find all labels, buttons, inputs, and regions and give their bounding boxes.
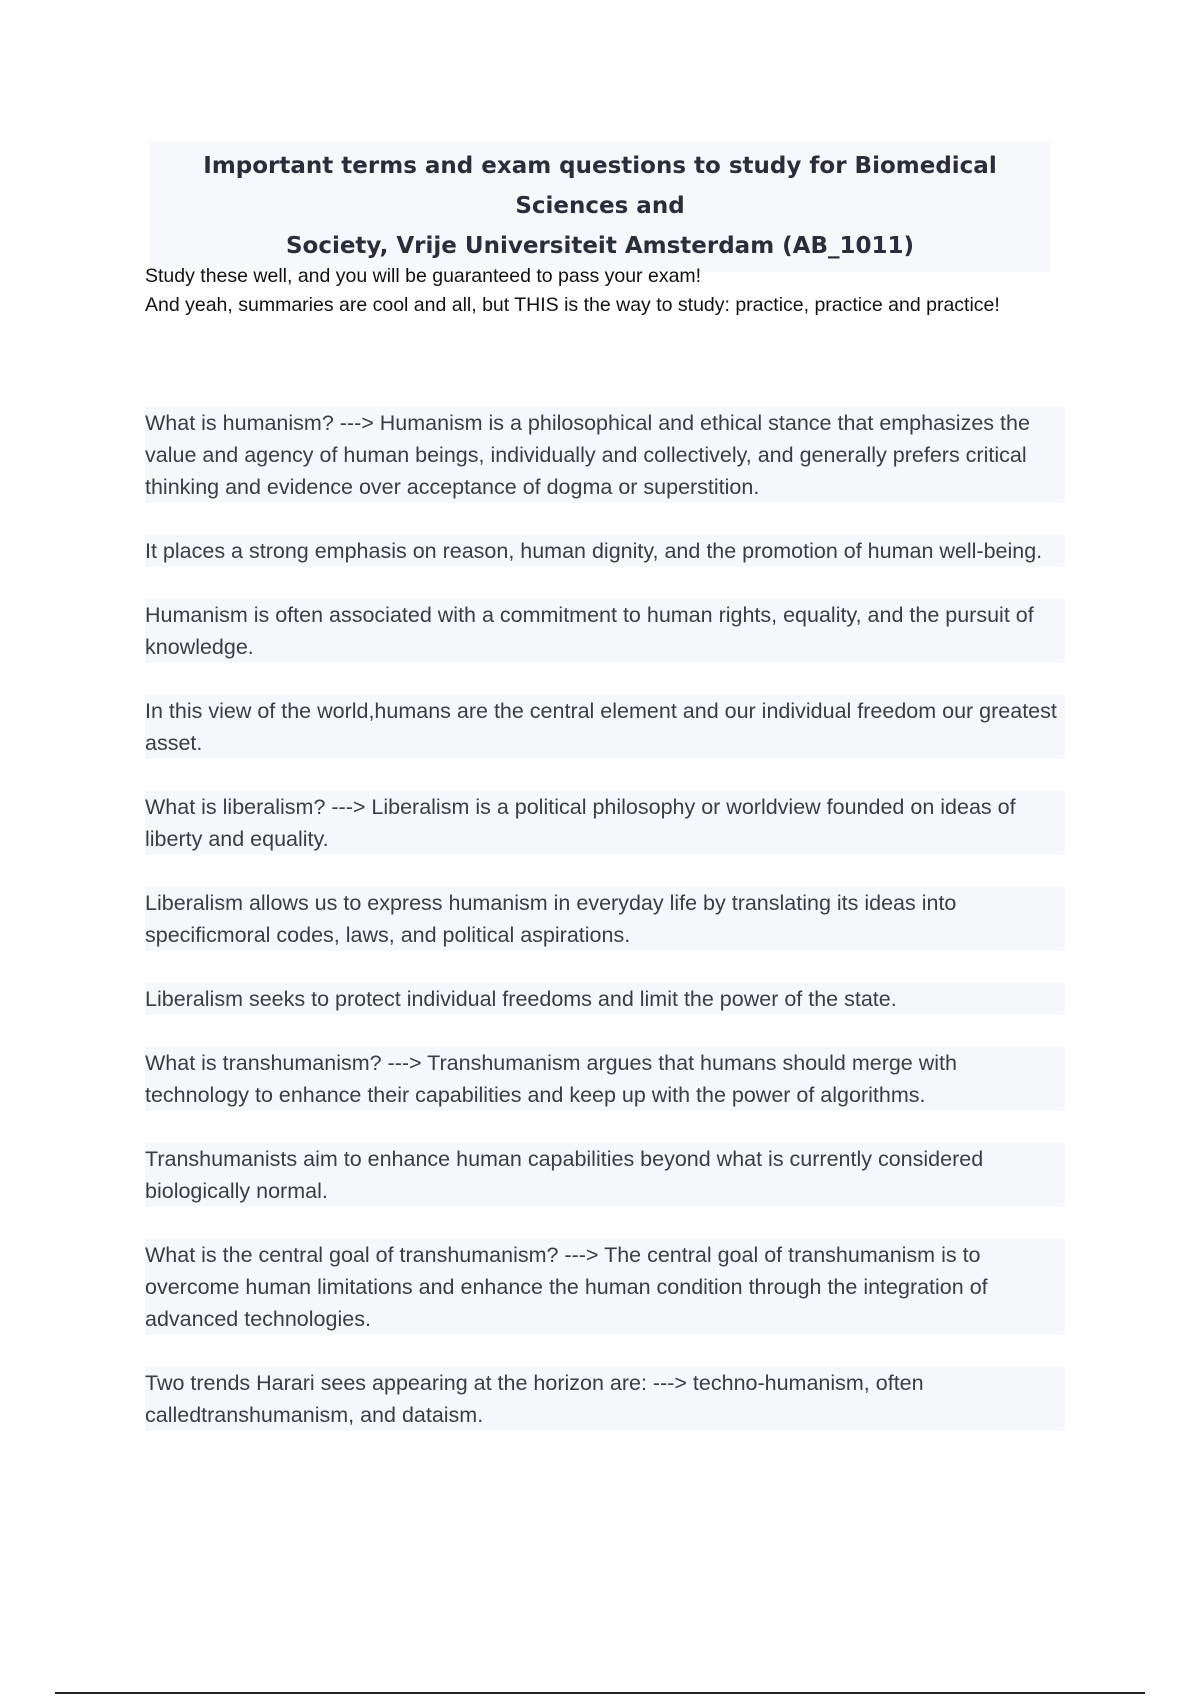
paragraph-humanism-rights: Humanism is often associated with a commitment to human rights, equality, and the pursuit of knowledge.: [145, 599, 1065, 663]
paragraph-transhumanism-capabilities: Transhumanists aim to enhance human capabilities beyond what is currently considered biologically normal.: [145, 1143, 1065, 1207]
paragraph-liberalism-expression: Liberalism allows us to express humanism in everyday life by translating its ideas into specificmoral codes, laws, and political aspirations.: [145, 887, 1065, 951]
study-content: [145, 407, 1065, 1463]
paragraph-humanism-question: What is humanism? ---> Humanism is a philosophical and ethical stance that emphasizes the value and agency of human beings, individually and collectively, and generally prefers critical thinking and evidence over acceptance of dogma or superstition.: [145, 407, 1065, 503]
paragraph-transhumanism-question: What is transhumanism? ---> Transhumanism argues that humans should merge with technology to enhance their capabilities and keep up with the power of algorithms.: [145, 1047, 1065, 1111]
paragraph-humanism-reason: It places a strong emphasis on reason, human dignity, and the promotion of human well-being.: [145, 535, 1065, 567]
title-line-2: Society, Vrije Universiteit Amsterdam (AB_1011): [285, 233, 915, 259]
title-line-1: Important terms and exam questions to study for Biomedical Sciences and: [203, 153, 997, 219]
paragraph-harari-trends: Two trends Harari sees appearing at the horizon are: ---> techno-humanism, often calledtranshumanism, and dataism.: [145, 1367, 1065, 1431]
paragraph-transhumanism-goal: What is the central goal of transhumanism? ---> The central goal of transhumanism is to overcome human limitations and enhance the human condition through the integration of advanced technologies.: [145, 1239, 1065, 1335]
footer-divider: [55, 1692, 1145, 1694]
paragraph-humanism-worldview: In this view of the world,humans are the central element and our individual freedom our greatest asset.: [145, 695, 1065, 759]
document-title: [150, 142, 1050, 272]
intro-text: [145, 262, 1045, 320]
paragraph-liberalism-freedoms: Liberalism seeks to protect individual freedoms and limit the power of the state.: [145, 983, 1065, 1015]
paragraph-liberalism-question: What is liberalism? ---> Liberalism is a political philosophy or worldview founded on ideas of liberty and equality.: [145, 791, 1065, 855]
intro-line-1: Study these well, and you will be guaranteed to pass your exam!: [145, 265, 702, 287]
intro-line-2: And yeah, summaries are cool and all, but THIS is the way to study: practice, practice and practice!: [145, 294, 1000, 316]
